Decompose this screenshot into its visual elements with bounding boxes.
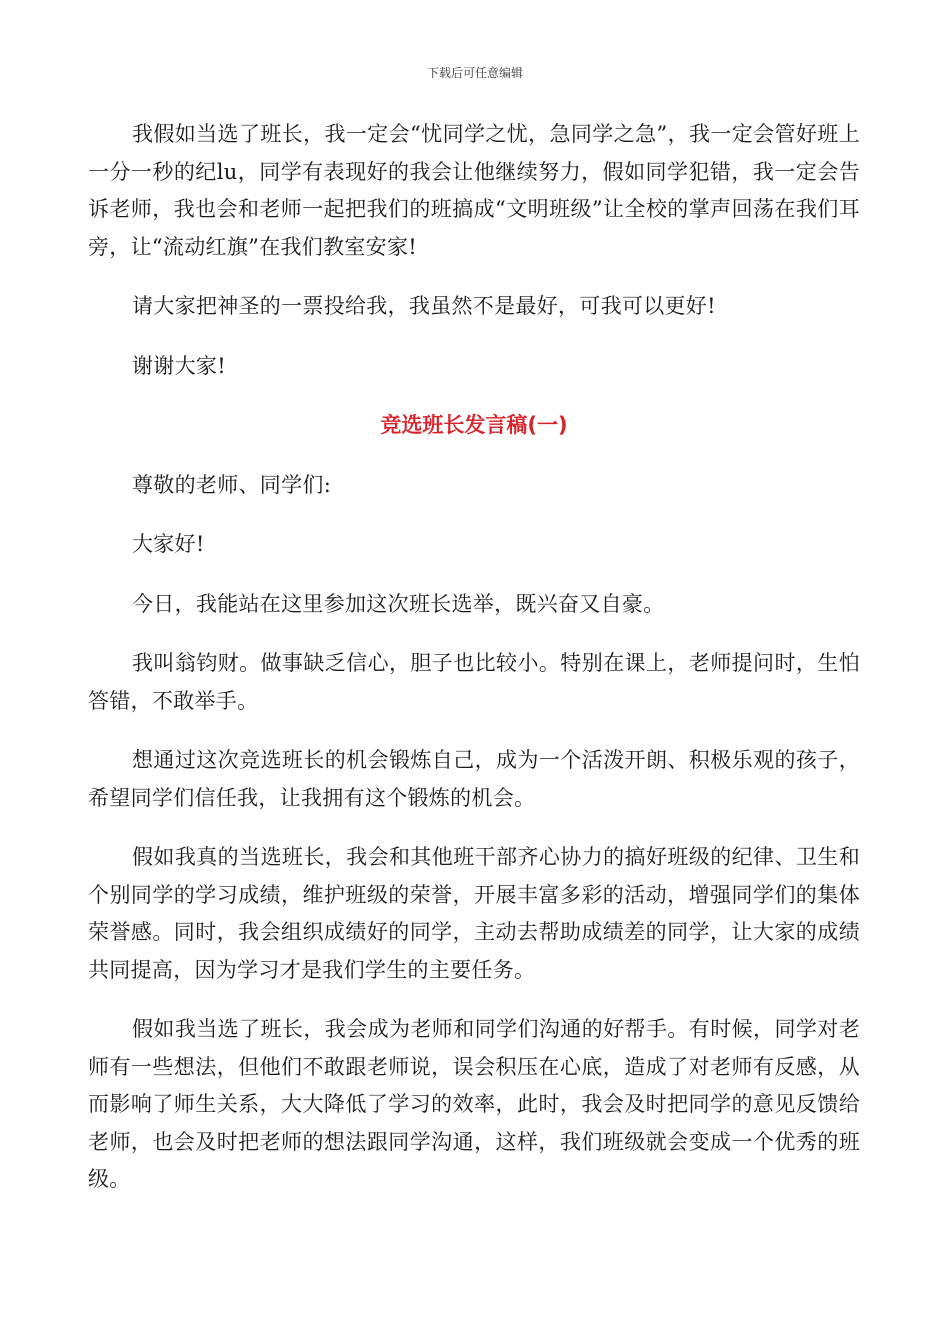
paragraph: 假如我当选了班长，我会成为老师和同学们沟通的好帮手。有时候，同学对老师有一些想法，但他们不敢跟老师说，误会积压在心底，造成了对老师有反感，从而影响了师生关系，大大降低了学习的效率，此时，我会及时把同学的意见反馈给老师，也会及时把老师的想法跟同学沟通，这样，我们班级就会变成一个优秀的班级。 — [88, 1017, 860, 1191]
document-body — [88, 116, 860, 1221]
section-title: 竞选班长发言稿(一) — [380, 413, 568, 437]
paragraph: 请大家把神圣的一票投给我，我虽然不是最好，可我可以更好! — [132, 294, 716, 318]
paragraph: 谢谢大家! — [132, 353, 226, 378]
paragraph: 想通过这次竞选班长的机会锻炼自己，成为一个活泼开朗、积极乐观的孩子，希望同学们信任我，让我拥有这个锻炼的机会。 — [88, 748, 860, 810]
paragraph: 尊敬的老师、同学们: — [132, 472, 332, 497]
paragraph: 大家好! — [132, 532, 205, 556]
paragraph: 今日，我能站在这里参加这次班长选举，既兴奋又自豪。 — [132, 591, 665, 616]
paragraph: 我叫翁钧财。做事缺乏信心，胆子也比较小。特别在课上，老师提问时，生怕答错，不敢举手。 — [88, 651, 860, 713]
paragraph: 假如我真的当选班长，我会和其他班干部齐心协力的搞好班级的纪律、卫生和个别同学的学习成绩，维护班级的荣誉，开展丰富多彩的活动，增强同学们的集体荣誉感。同时，我会组织成绩好的同学，主动去帮助成绩差的同学，让大家的成绩共同提高，因为学习才是我们学生的主要任务。 — [88, 845, 860, 982]
paragraph: 我假如当选了班长，我一定会“忧同学之忧，急同学之急”，我一定会管好班上一分一秒的纪lu，同学有表现好的我会让他继续努力，假如同学犯错，我一定会告诉老师，我也会和老师一起把我们的班搞成“文明班级”让全校的掌声回荡在我们耳旁，让“流动红旗”在我们教室安家! — [88, 122, 860, 259]
page-header: 下载后可任意编辑 — [426, 66, 523, 80]
